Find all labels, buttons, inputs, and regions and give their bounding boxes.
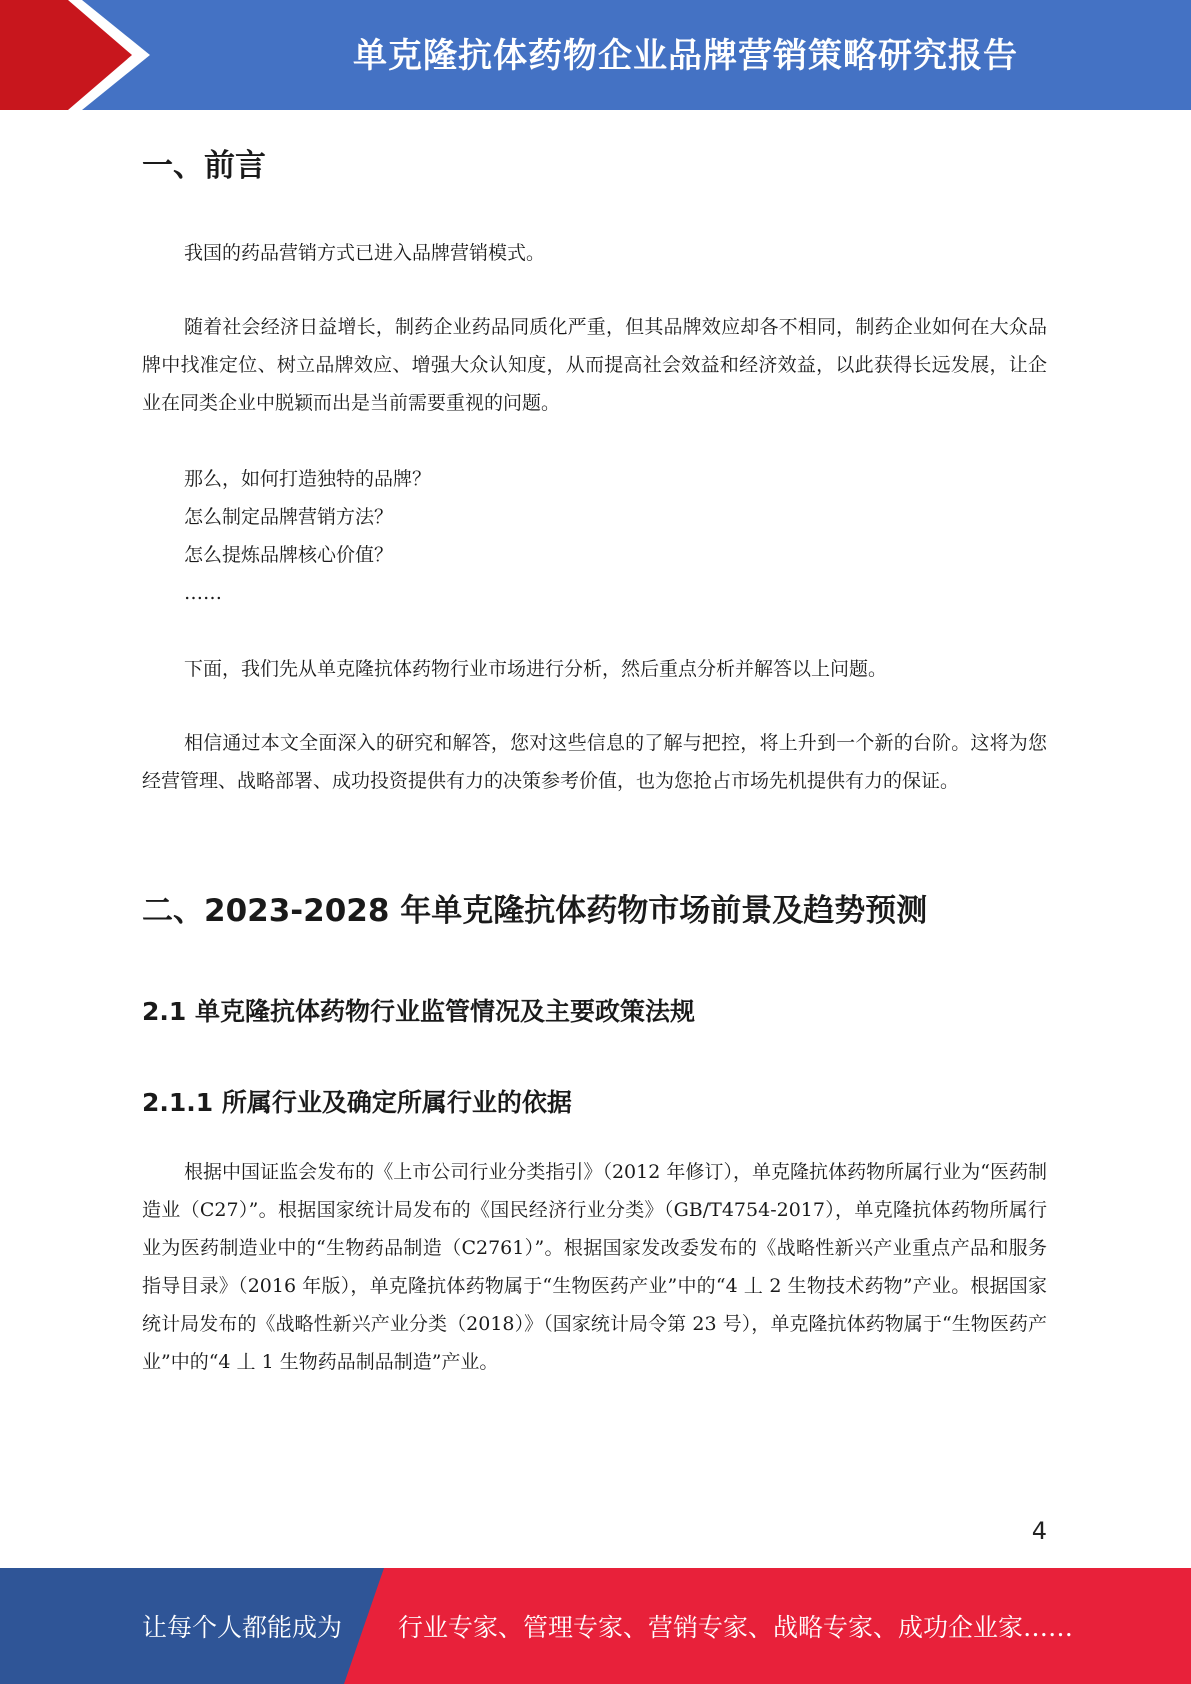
question-list [184, 460, 431, 612]
page-footer [0, 1568, 1191, 1684]
section-heading-preface: 一、前言 [142, 148, 266, 184]
question-item: 那么，如何打造独特的品牌？ [184, 468, 432, 490]
section-heading-forecast: 二、2023-2028 年单克隆抗体药物市场前景及趋势预测 [142, 893, 928, 929]
footer-slogan-left: 让每个人都能成为 [142, 1613, 343, 1642]
subsection-heading-regulation: 2.1 单克隆抗体药物行业监管情况及主要政策法规 [142, 997, 695, 1026]
question-item: …… [184, 582, 222, 604]
preface-paragraph-1: 我国的药品营销方式已进入品牌营销模式。 [184, 242, 546, 264]
footer-slogan-right: 行业专家、管理专家、营销专家、战略专家、成功企业家…… [398, 1613, 1074, 1642]
question-item: 怎么制定品牌营销方法？ [184, 506, 394, 528]
industry-paragraph: 根据中国证监会发布的《上市公司行业分类指引》（2012 年修订），单克隆抗体药物所属行业为“医药制造业（C27）”。根据国家统计局发布的《国民经济行业分类》（GB/T4754-2017），单克隆抗体药物所属行业为医药制造业中的“生物药品制造（C2761）”。根据国家发改委发布的《战略性新兴产业重点产品和服务指导目录》（2016 年版），单克隆抗体药物属于“生物医药产业”中的“4 丄 2 生物技术药物”产业。根据国家统计局发布的《战略性新兴产业分类（2018）》（国家统计局令第 23 号），单克隆抗体药物属于“生物医药产业”中的“4 丄 1 生物药品制品制造”产业。 [142, 1161, 1047, 1373]
report-title: 单克隆抗体药物企业品牌营销策略研究报告 [353, 35, 1018, 76]
preface-paragraph-2: 随着社会经济日益增长，制药企业药品同质化严重，但其品牌效应却各不相同，制药企业如何在大众品牌中找准定位、树立品牌效应、增强大众认知度，从而提高社会效益和经济效益，以此获得长远发展，让企业在同类企业中脱颖而出是当前需要重视的问题。 [142, 316, 1047, 414]
question-item: 怎么提炼品牌核心价值？ [184, 544, 394, 566]
page-number: 4 [1031, 1517, 1047, 1545]
preface-paragraph-4: 相信通过本文全面深入的研究和解答，您对这些信息的了解与把控，将上升到一个新的台阶。这将为您经营管理、战略部署、成功投资提供有力的决策参考价值，也为您抢占市场先机提供有力的保证。 [142, 732, 1047, 792]
page-header [0, 0, 1191, 110]
preface-paragraph-3: 下面，我们先从单克隆抗体药物行业市场进行分析，然后重点分析并解答以上问题。 [184, 658, 888, 680]
subsection-heading-industry: 2.1.1 所属行业及确定所属行业的依据 [142, 1088, 572, 1117]
